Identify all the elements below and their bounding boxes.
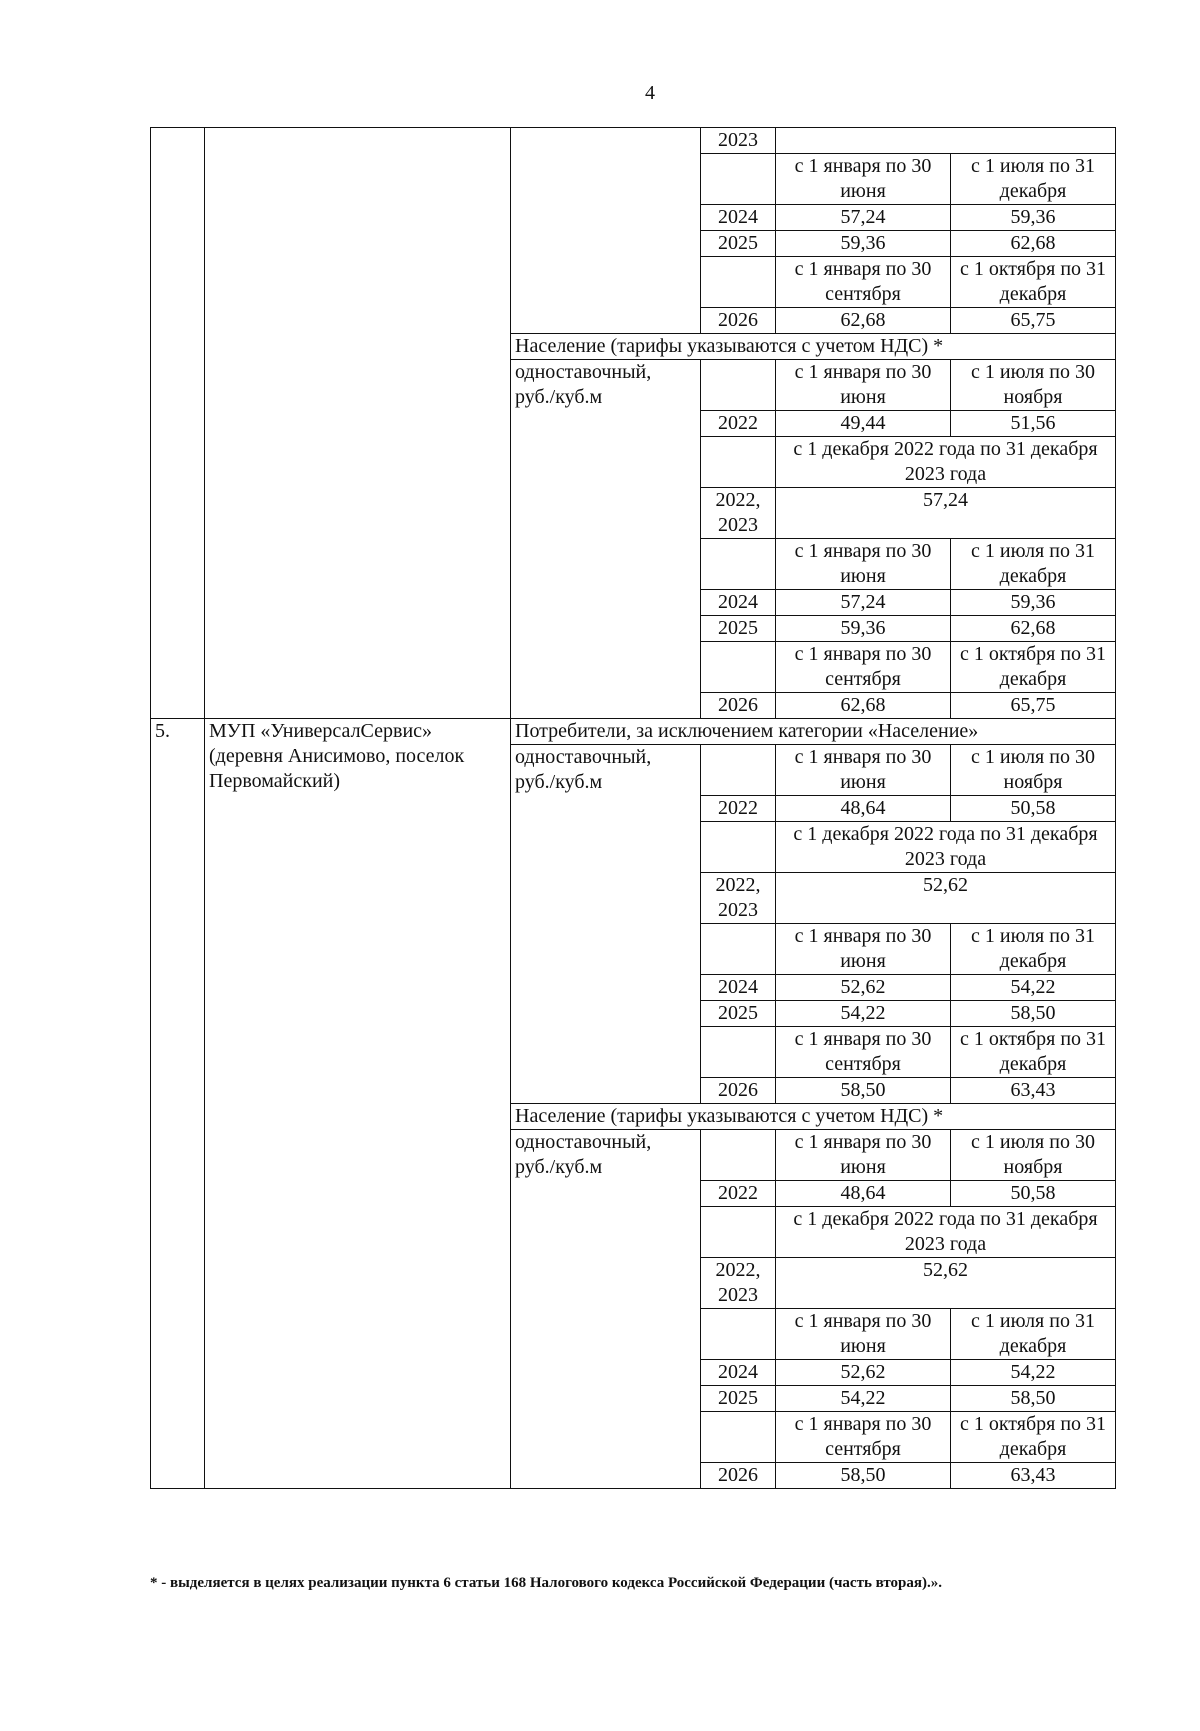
value-cell: 62,68 <box>951 231 1116 257</box>
value-cell: с 1 июля по 31 декабря <box>951 1309 1116 1360</box>
value-cell: с 1 января по 30 июня <box>776 1309 951 1360</box>
year-cell: 2022 <box>701 1181 776 1207</box>
value-cell: 51,56 <box>951 411 1116 437</box>
value-cell: с 1 июля по 30 ноября <box>951 745 1116 796</box>
value-cell: с 1 января по 30 сентября <box>776 642 951 693</box>
value-cell: с 1 октября по 31 декабря <box>951 1412 1116 1463</box>
year-cell <box>701 154 776 205</box>
organization-name: МУП «УниверсалСервис» (деревня Анисимово, поселок Первомайский) <box>205 719 511 1489</box>
value-cell: с 1 июля по 31 декабря <box>951 154 1116 205</box>
year-cell: 2025 <box>701 616 776 642</box>
page-number: 4 <box>645 82 655 104</box>
value-cell: 63,43 <box>951 1463 1116 1489</box>
value-cell: 58,50 <box>776 1463 951 1489</box>
year-cell <box>701 924 776 975</box>
merged-value-cell: 52,62 <box>776 1258 1116 1309</box>
footnote: * - выделяется в целях реализации пункта 6 статьи 168 Налогового кодекса Российской Федерации (часть вторая).». <box>150 1575 942 1591</box>
number-cell <box>151 128 205 719</box>
value-cell: 58,50 <box>951 1001 1116 1027</box>
year-cell <box>701 1309 776 1360</box>
value-cell: 54,22 <box>776 1386 951 1412</box>
value-cell: 65,75 <box>951 693 1116 719</box>
year-cell: 2025 <box>701 1386 776 1412</box>
value-cell: 59,36 <box>951 205 1116 231</box>
value-cell: 57,24 <box>776 590 951 616</box>
year-cell: 2023 <box>701 128 776 154</box>
year-cell <box>701 257 776 308</box>
year-cell: 2022, 2023 <box>701 488 776 539</box>
entry-number: 5. <box>151 719 205 1489</box>
value-cell: 58,50 <box>776 1078 951 1104</box>
value-cell: с 1 января по 30 июня <box>776 360 951 411</box>
merged-value-cell: с 1 декабря 2022 года по 31 декабря 2023 года <box>776 1207 1116 1258</box>
year-cell <box>701 1027 776 1078</box>
value-cell: 54,22 <box>951 975 1116 1001</box>
year-cell <box>701 1130 776 1181</box>
value-cell: 52,62 <box>776 975 951 1001</box>
value-cell: 54,22 <box>951 1360 1116 1386</box>
year-cell <box>701 360 776 411</box>
value-cell: 52,62 <box>776 1360 951 1386</box>
category-header: Население (тарифы указываются с учетом НДС) * <box>511 334 1116 360</box>
tariff-type-cell: одноставочный, руб./куб.м <box>511 360 701 719</box>
year-cell: 2024 <box>701 1360 776 1386</box>
value-cell: 50,58 <box>951 796 1116 822</box>
value-cell: с 1 января по 30 июня <box>776 924 951 975</box>
value-cell: с 1 января по 30 сентября <box>776 1027 951 1078</box>
year-cell <box>701 539 776 590</box>
value-cell: 57,24 <box>776 205 951 231</box>
value-cell: 59,36 <box>776 616 951 642</box>
value-cell: с 1 января по 30 сентября <box>776 1412 951 1463</box>
value-cell: 62,68 <box>776 693 951 719</box>
year-cell: 2024 <box>701 975 776 1001</box>
value-cell: 48,64 <box>776 796 951 822</box>
value-cell: с 1 июля по 30 ноября <box>951 360 1116 411</box>
value-cell: с 1 октября по 31 декабря <box>951 1027 1116 1078</box>
value-cell: с 1 января по 30 сентября <box>776 257 951 308</box>
year-cell <box>701 745 776 796</box>
year-cell: 2026 <box>701 308 776 334</box>
value-cell: с 1 января по 30 июня <box>776 154 951 205</box>
value-cell: 59,36 <box>951 590 1116 616</box>
year-cell: 2026 <box>701 693 776 719</box>
year-cell: 2024 <box>701 590 776 616</box>
tariff-table <box>150 127 1116 1489</box>
merged-value-cell: с 1 декабря 2022 года по 31 декабря 2023 года <box>776 822 1116 873</box>
value-cell: 48,64 <box>776 1181 951 1207</box>
year-cell: 2022, 2023 <box>701 873 776 924</box>
value-cell: 54,22 <box>776 1001 951 1027</box>
year-cell: 2022 <box>701 411 776 437</box>
value-cell: с 1 января по 30 июня <box>776 745 951 796</box>
tariff-type-cell: одноставочный, руб./куб.м <box>511 745 701 1104</box>
value-cell: с 1 января по 30 июня <box>776 539 951 590</box>
value-cell: с 1 октября по 31 декабря <box>951 257 1116 308</box>
value-cell: с 1 января по 30 июня <box>776 1130 951 1181</box>
category-header: Население (тарифы указываются с учетом НДС) * <box>511 1104 1116 1130</box>
empty-cell <box>776 128 1116 154</box>
value-cell: 49,44 <box>776 411 951 437</box>
year-cell <box>701 1412 776 1463</box>
year-cell <box>701 437 776 488</box>
value-cell: 65,75 <box>951 308 1116 334</box>
year-cell: 2025 <box>701 1001 776 1027</box>
value-cell: с 1 октября по 31 декабря <box>951 642 1116 693</box>
value-cell: 62,68 <box>776 308 951 334</box>
value-cell: 63,43 <box>951 1078 1116 1104</box>
year-cell: 2026 <box>701 1078 776 1104</box>
year-cell <box>701 1207 776 1258</box>
merged-value-cell: с 1 декабря 2022 года по 31 декабря 2023 года <box>776 437 1116 488</box>
value-cell: 58,50 <box>951 1386 1116 1412</box>
value-cell: 62,68 <box>951 616 1116 642</box>
tariff-type-cell <box>511 128 701 334</box>
merged-value-cell: 52,62 <box>776 873 1116 924</box>
organization-cell <box>205 128 511 719</box>
tariff-type-cell: одноставочный, руб./куб.м <box>511 1130 701 1489</box>
category-header: Потребители, за исключением категории «Население» <box>511 719 1116 745</box>
year-cell: 2024 <box>701 205 776 231</box>
value-cell: 59,36 <box>776 231 951 257</box>
year-cell <box>701 822 776 873</box>
value-cell: 50,58 <box>951 1181 1116 1207</box>
value-cell: с 1 июля по 31 декабря <box>951 539 1116 590</box>
value-cell: с 1 июля по 31 декабря <box>951 924 1116 975</box>
year-cell: 2022, 2023 <box>701 1258 776 1309</box>
merged-value-cell: 57,24 <box>776 488 1116 539</box>
year-cell <box>701 642 776 693</box>
year-cell: 2025 <box>701 231 776 257</box>
value-cell: с 1 июля по 30 ноября <box>951 1130 1116 1181</box>
year-cell: 2026 <box>701 1463 776 1489</box>
year-cell: 2022 <box>701 796 776 822</box>
